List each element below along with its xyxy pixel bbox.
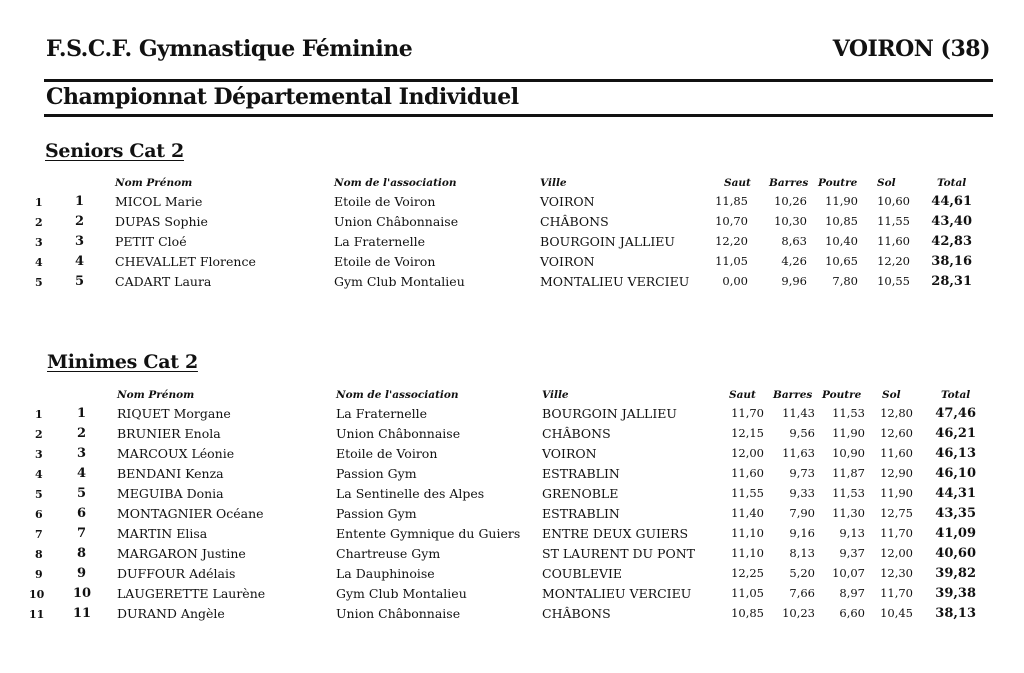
athlete-name: BENDANI Kenza [117,466,224,481]
score-sol: 12,20 [877,254,910,268]
column-header-name: Nom Prénom [117,389,195,401]
rank: 3 [75,234,85,249]
rank: 5 [75,274,85,289]
score-poutre: 10,85 [825,214,858,228]
city: VOIRON [542,446,597,461]
column-header-association: Nom de l'association [336,389,459,401]
athlete-name: MARCOUX Léonie [117,446,235,461]
table-row [0,274,1024,294]
table-row [0,526,1024,546]
rank: 5 [77,486,87,501]
header-rule-top [44,79,993,82]
score-saut: 11,70 [731,406,764,420]
column-header-barres: Barres [769,177,809,189]
score-poutre: 11,30 [832,506,865,520]
score-barres: 8,63 [781,234,807,248]
rank: 2 [77,426,87,441]
city: ESTRABLIN [542,466,620,481]
rank: 1 [75,194,85,209]
table-row [0,406,1024,426]
rank: 1 [77,406,87,421]
score-barres: 4,26 [781,254,807,268]
score-poutre: 6,60 [839,606,865,620]
athlete-name: LAUGERETTE Laurène [117,586,266,601]
score-barres: 7,66 [789,586,815,600]
association-name: La Fraternelle [334,234,426,249]
association-name: Etoile de Voiron [336,446,438,461]
table-row [0,234,1024,254]
score-poutre: 10,40 [825,234,858,248]
athlete-name: MARGARON Justine [117,546,246,561]
score-poutre: 9,13 [839,526,865,540]
score-saut: 12,20 [715,234,748,248]
city: BOURGOIN JALLIEU [542,406,677,421]
score-sol: 12,90 [880,466,913,480]
association-name: Gym Club Montalieu [336,586,467,601]
score-barres: 11,63 [782,446,815,460]
association-name: La Sentinelle des Alpes [336,486,485,501]
score-barres: 11,43 [782,406,815,420]
athlete-name: CHEVALLET Florence [115,254,256,269]
rank: 11 [73,606,92,621]
score-poutre: 10,65 [825,254,858,268]
score-sol: 11,55 [877,214,910,228]
city: BOURGOIN JALLIEU [540,234,675,249]
score-sol: 12,60 [880,426,913,440]
athlete-name: CADART Laura [115,274,212,289]
score-barres: 8,13 [789,546,815,560]
column-header-name: Nom Prénom [115,177,193,189]
score-total: 41,09 [935,526,976,541]
score-sol: 11,90 [880,486,913,500]
table-row [0,194,1024,214]
score-sol: 11,60 [877,234,910,248]
score-saut: 0,00 [722,274,748,288]
score-barres: 9,16 [789,526,815,540]
column-header-total: Total [941,389,971,401]
score-poutre: 10,07 [832,566,865,580]
score-saut: 10,70 [715,214,748,228]
column-header-poutre: Poutre [822,389,862,401]
score-poutre: 11,53 [832,486,865,500]
column-header-saut: Saut [724,177,751,189]
rank: 7 [77,526,87,541]
section-title: Minimes Cat 2 [47,351,198,373]
row-index: 1 [35,196,43,209]
score-poutre: 11,87 [832,466,865,480]
city: MONTALIEU VERCIEU [540,274,690,289]
score-total: 42,83 [931,234,972,249]
row-index: 5 [35,488,43,501]
column-header-sol: Sol [882,389,901,401]
athlete-name: MONTAGNIER Océane [117,506,264,521]
row-index: 3 [35,448,43,461]
athlete-name: PETIT Cloé [115,234,187,249]
location-title: VOIRON (38) [832,36,990,62]
table-row [0,446,1024,466]
city: ESTRABLIN [542,506,620,521]
row-index: 4 [35,468,43,481]
score-saut: 12,15 [731,426,764,440]
row-index: 10 [29,588,45,601]
score-saut: 10,85 [731,606,764,620]
score-saut: 11,05 [731,586,764,600]
athlete-name: RIQUET Morgane [117,406,231,421]
score-poutre: 11,90 [825,194,858,208]
rank: 2 [75,214,85,229]
table-row [0,486,1024,506]
score-poutre: 11,90 [832,426,865,440]
column-header-total: Total [937,177,967,189]
score-saut: 11,60 [731,466,764,480]
score-sol: 12,00 [880,546,913,560]
score-total: 46,21 [935,426,976,441]
table-row [0,466,1024,486]
score-total: 28,31 [931,274,972,289]
column-header-sol: Sol [877,177,896,189]
score-sol: 10,60 [877,194,910,208]
column-header-ville: Ville [540,177,567,189]
athlete-name: DURAND Angèle [117,606,225,621]
score-total: 46,10 [935,466,976,481]
score-total: 43,40 [931,214,972,229]
score-barres: 9,73 [789,466,815,480]
score-poutre: 8,97 [839,586,865,600]
score-barres: 7,90 [789,506,815,520]
athlete-name: BRUNIER Enola [117,426,221,441]
rank: 6 [77,506,87,521]
score-saut: 11,10 [731,526,764,540]
row-index: 11 [29,608,45,621]
row-index: 8 [35,548,43,561]
score-total: 47,46 [935,406,976,421]
row-index: 6 [35,508,43,521]
score-barres: 10,23 [782,606,815,620]
score-barres: 10,30 [774,214,807,228]
rank: 4 [77,466,87,481]
table-row [0,566,1024,586]
row-index: 2 [35,216,43,229]
table-row [0,426,1024,446]
rank: 9 [77,566,87,581]
table-row [0,506,1024,526]
header-rule-bottom [44,114,993,117]
rank: 8 [77,546,87,561]
score-saut: 11,05 [715,254,748,268]
association-name: Entente Gymnique du Guiers [336,526,521,541]
city: MONTALIEU VERCIEU [542,586,692,601]
association-name: Union Châbonnaise [336,606,461,621]
association-name: Passion Gym [336,506,417,521]
city: VOIRON [540,194,595,209]
table-row [0,214,1024,234]
score-sol: 10,55 [877,274,910,288]
score-saut: 11,85 [715,194,748,208]
table-row [0,586,1024,606]
score-barres: 5,20 [789,566,815,580]
column-header-barres: Barres [773,389,813,401]
athlete-name: DUPAS Sophie [115,214,208,229]
column-header-ville: Ville [542,389,569,401]
score-total: 38,16 [931,254,972,269]
row-index: 3 [35,236,43,249]
score-barres: 9,56 [789,426,815,440]
athlete-name: MARTIN Elisa [117,526,208,541]
association-name: Passion Gym [336,466,417,481]
column-header-saut: Saut [729,389,756,401]
score-total: 40,60 [935,546,976,561]
row-index: 4 [35,256,43,269]
score-total: 43,35 [935,506,976,521]
score-sol: 10,45 [880,606,913,620]
city: VOIRON [540,254,595,269]
score-total: 44,31 [935,486,976,501]
score-total: 39,38 [935,586,976,601]
score-saut: 12,25 [731,566,764,580]
score-total: 44,61 [931,194,972,209]
score-barres: 9,33 [789,486,815,500]
rank: 3 [77,446,87,461]
score-total: 39,82 [935,566,976,581]
athlete-name: MICOL Marie [115,194,203,209]
score-total: 38,13 [935,606,976,621]
column-header-poutre: Poutre [818,177,858,189]
city: GRENOBLE [542,486,619,501]
association-name: Etoile de Voiron [334,254,436,269]
score-saut: 11,10 [731,546,764,560]
city: CHÂBONS [542,426,611,441]
federation-title: F.S.C.F. Gymnastique Féminine [46,36,413,62]
row-index: 7 [35,528,43,541]
rank: 10 [73,586,92,601]
association-name: La Dauphinoise [336,566,435,581]
table-row [0,254,1024,274]
city: ENTRE DEUX GUIERS [542,526,689,541]
row-index: 9 [35,568,43,581]
city: ST LAURENT DU PONT [542,546,695,561]
table-row [0,546,1024,566]
athlete-name: MEGUIBA Donia [117,486,224,501]
championship-title: Championnat Départemental Individuel [46,84,519,110]
city: CHÂBONS [542,606,611,621]
score-sol: 11,70 [880,586,913,600]
score-barres: 10,26 [774,194,807,208]
score-poutre: 9,37 [839,546,865,560]
association-name: La Fraternelle [336,406,428,421]
association-name: Gym Club Montalieu [334,274,465,289]
association-name: Union Châbonnaise [336,426,461,441]
score-barres: 9,96 [781,274,807,288]
athlete-name: DUFFOUR Adélais [117,566,236,581]
score-total: 46,13 [935,446,976,461]
score-sol: 11,70 [880,526,913,540]
score-sol: 12,80 [880,406,913,420]
column-header-association: Nom de l'association [334,177,457,189]
association-name: Chartreuse Gym [336,546,441,561]
section-title: Seniors Cat 2 [45,140,184,162]
row-index: 1 [35,408,43,421]
row-index: 5 [35,276,43,289]
score-poutre: 7,80 [832,274,858,288]
score-saut: 11,55 [731,486,764,500]
score-poutre: 11,53 [832,406,865,420]
association-name: Union Châbonnaise [334,214,459,229]
score-saut: 12,00 [731,446,764,460]
table-row [0,606,1024,626]
association-name: Etoile de Voiron [334,194,436,209]
city: CHÂBONS [540,214,609,229]
score-saut: 11,40 [731,506,764,520]
row-index: 2 [35,428,43,441]
score-sol: 12,75 [880,506,913,520]
score-poutre: 10,90 [832,446,865,460]
score-sol: 11,60 [880,446,913,460]
city: COUBLEVIE [542,566,623,581]
rank: 4 [75,254,85,269]
score-sol: 12,30 [880,566,913,580]
